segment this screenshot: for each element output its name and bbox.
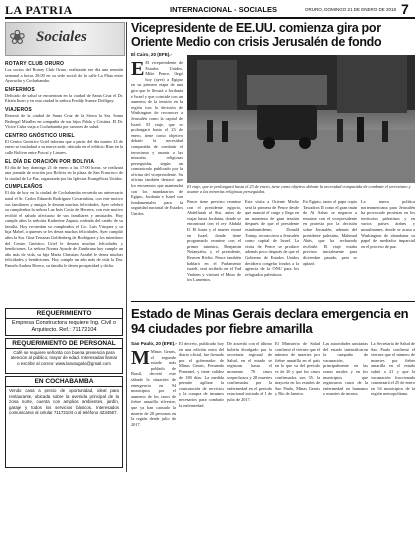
photo-caption: El viaje, que se prolongará hasta el 23 de enero, tiene como objetivo debatir la necesidad compartida de combatir el terrorismo y asumir a las minorías religiosas perseguidas. [187, 184, 411, 195]
story-text-column [131, 349, 176, 539]
sociales-title: Sociales [36, 29, 87, 45]
story-text: El vicepresidente de Estados Unidos, Mike Pence, llegó hoy (ayer) a Egipto en su primera etapa de una gira que le llevará a Jordania e Israel y que coincide con un aumento de la tensión en la región tras la decisión de Washington de reconocer a Jerusalén como la capital de Israel. El viaje, que se prolongará hasta el 23 de enero, tiene como objetivo debatir la necesidad compartida de combatir el terrorismo y asumir a las minorías religiosas perseguidas, según un comunicado publicado por la oficina del vicepresidente. Su oficina también destacó que los encuentros que mantendrá con los mandatarios de Egipto, Jordania e Israel son fundamentales para la seguridad nacional de Estados Unidos. [131, 60, 183, 217]
story-headline: Vicepresidente de EE.UU. comienza gira por Oriente Medio con crisis Jerusalén de fondo [131, 21, 382, 49]
masthead-rule [5, 17, 415, 19]
social-item-body: Los socios del Rotary Club Oruro, realizarán ese día una reunión semanal a horas 20:00 en su sede social de la calle La Plata entre Ayacucho y Cochabamba. [5, 67, 123, 84]
social-item-title: CENTRO GNÓSTICO URIEL [5, 132, 75, 139]
story-text-column: De acuerdo con el último boletín divulgado por la secretaría regional de Salud, en el estado se registran hasta el momento 76 casos sospechosos y 28 muertes confirmadas por la enfermedad en el periodo estacional iniciado el 1 de julio de 2017. [227, 341, 272, 402]
drop-cap: E [131, 60, 145, 80]
social-item-title: EL DÍA DE ORACIÓN POR BOLIVIA [5, 158, 95, 165]
section-title: INTERNACIONAL - SOCIALES [170, 5, 277, 14]
social-item-title: VIAJEROS [5, 106, 32, 113]
classified-ad [5, 308, 123, 336]
social-item-body: Delicado de salud se encuentran en la ciudad de Santa Cruz el Dr. Efraín Iturri y en esta ciudad la señora Freddy Suarez Doffigny. [5, 92, 123, 104]
social-item [5, 61, 123, 84]
news-photo [187, 55, 415, 183]
story-text-column: Esta visita a Oriente Medio será la primera de Pence desde que asumió el cargo y llega en un momento de gran tensión después de que el presidente estadounidense, Donald Trump, reconociera a Jerusalén como capital de Israel. La visita de Pence se produce además poco después de que el Gobierno de Estados Unidos decidiera congelar fondos a la agencia de la ONU para los refugiados palestinos. [245, 199, 299, 277]
classified-heading: REQUERIMIENTO [6, 309, 122, 319]
flower-icon: ❀ [9, 27, 26, 49]
story-dateline: Sao Paulo, 20 (EFE).- [131, 341, 177, 346]
newspaper-name: LA PATRIA [5, 3, 73, 17]
classified-heading: EN COCHABAMBA [6, 377, 122, 387]
social-item-body: El día de hoy domingo 21 de enero a las 17:00 horas, se realizará una jornada de oración por Bolivia en la plaza de San Francisco de la ciudad de La Paz, organizada por las Iglesias Evangélicas Unidas. [5, 164, 123, 181]
social-item-title: ENFERMOS [5, 86, 35, 93]
page-number: 7 [401, 1, 409, 17]
sociales-banner [5, 22, 125, 56]
story-text-column: En Egipto, tanto el papa copto Tawadros II como el gran imán de Al Azhar se negaron a reunirse con el vicepresidente en protesta por la decisión sobre Jerusalén, además del presidente palestino, Mahmud Abás, que ha rechazado recibirle. El viaje estaba previsto inicialmente para diciembre pasado, pero se aplazó. [303, 199, 357, 266]
social-item-title: ROTARY CLUB ORURO [5, 61, 65, 67]
social-item [5, 159, 123, 182]
social-item-body: El Centro Gnóstico Uriel informa que a partir del día martes 23 de enero se trasladará a su nueva sede, ubicada en el edificio Bins en la calle Bolívar entre Potosí y Linares. [5, 138, 123, 155]
dateline: ORURO, DOMINGO 21 DE ENERO DE 2018 [305, 7, 397, 12]
classified-ad [5, 376, 123, 468]
story-text: Minas Gerais, el segundo estado más poblado de Brasil, decretó este sábado la situación de emergencia en 94 municipios por el aumento de los casos de fiebre amarilla silvestre, que ya han causado la muerte de 28 personas en la región desde julio de 2017. [131, 349, 176, 427]
classified-body: Café se requiere señorita con buena presencia para atención al público, mayor de edad. Interesadas llamar o escribir al correo: www.lanutugalo@gmail.com [10, 350, 118, 366]
social-item-body: Retornó de la ciudad de Santa Cruz de la Sierra la Sra. Sonia Bedregal Miralles en compañía de sus hijos Pablo y Cristina. El Dr. Víctor Cuba viaja a Cochabamba por razones de salud. [5, 112, 123, 130]
story-text-column: Las autoridades sanitarias del estado intensificaron la campaña de vacunación, principalmente en las zonas rurales y en los municipios que registraron casos de la enfermedad en humanos o muertes de monos. [323, 341, 368, 397]
social-item-body: El día de hoy en la ciudad de Cochabamba recuerda un aniversario natal el Sr. Carlos Eduardo Rodríguez Covarrubias, con este motivo sus familiares y amigos le desean muchas felicidades. Ayer celebró su cumpleaños la señora Luz Inés Cosío de Herrera, con este motivo recibió el saludo afectuoso de sus familiares y amistades. Hoy cumple años la señorita Katherine Zapata, rodeada del cariño de su familia. Hoy recuerdan su cumpleaños el Lic. Luis Vásquez y su hija Mabel, a quienes se les desea muchas felicidades. Ayer cumplió años la Sra. Gina Terrazas Goldenberg de Rodríguez y los miembros del Centro Gnóstico Uriel le desean muchas felicidades y bendiciones. La señora Norma Ayarde de Zambrana hoy cumple un año más de vida, su hija María Christian Arzabé le desea muchas felicidades y bendiciones. Hoy cumple un año más de vida la Dra. Pamela Andrea Rivero, su familia le desea prosperidad y dicha. [5, 190, 123, 269]
story-divider [131, 301, 415, 302]
story-text-column: Pence tiene previsto reunirse con el presidente egipcio, Abdelfatah al Sisi, antes de viajar hasta Jordania, donde se encontrará con el rey Abdalá II. El lunes y el martes estará en Israel, donde tiene programado reunirse con el primer ministro, Benjamín Netanyahu, y el presidente, Reuven Rivlin. Pence también hablará en el Parlamento israelí, será recibido en el Yad Vashem y visitará el Muro de los Lamentos. [187, 199, 241, 283]
story-text-column: La Secretaría de Salud de Sao Paulo confirmó el viernes que el número de muertes por fiebre amarilla en el estado subió a 21 y que la vacunación fraccionada comenzará el 25 de enero en 54 municipios de la región metropolitana. [371, 341, 415, 397]
classified-body: Empresa Constructora requiere Ing. Civil o Arquitecto. Ref.: 71172104 [12, 320, 116, 333]
sociales-column [5, 58, 123, 304]
story-text-column: La nueva política norteamericana para Jerusalén ha provocado protestas en los territorios palestinos y en varios países árabes y musulmanes, donde se acusa a Washington de abandonar su papel de mediador imparcial en el proceso de paz. [361, 199, 415, 249]
social-item-title: CUMPLEAÑOS [5, 184, 43, 191]
social-item [5, 133, 123, 156]
story-text-column: El decreto, publicado hoy en una edición extra del diario oficial, fue firmado por el gobernador de Minas Gerais, Fernando Pimentel, y tiene validez de 180 días. La medida permite agilizar la contratación de servicios y la compra de insumos necesarios para combatir la enfermedad. [179, 341, 224, 408]
story-headline: Estado de Minas Gerais declara emergencia en 94 ciudades por fiebre amarilla [131, 306, 409, 336]
classified-body: Vendo casa a precio de oportunidad, ideal para restaurante, ubicada sobre la avenida principal de la zona norte, cuenta con amplios ambientes, jardín, garaje y todos los servicios básicos. Interesados comunicarse al celular 71172104 o al teléfono 4234567. [9, 388, 119, 416]
social-item [5, 107, 123, 130]
story-text-column [131, 60, 183, 230]
masthead [5, 3, 415, 17]
social-item [5, 87, 123, 104]
classified-ad [5, 338, 123, 374]
story-text-column: El Ministerio de Salud confirmó el viernes que el número de muertes por fiebre amarilla en el país en lo que va del periodo es de 20 y que los casos confirmados son 35, la mayoría en los estados de Sao Paulo, Minas Gerais y Río de Janeiro. [275, 341, 320, 397]
story-dateline: El Cairo, 20 (EFE).- [131, 52, 173, 57]
column-divider [126, 22, 127, 472]
classified-heading: REQUERIMIENTO DE PERSONAL [6, 339, 122, 349]
social-item [5, 184, 123, 268]
photo-scene [187, 55, 415, 183]
drop-cap: M [131, 349, 150, 369]
